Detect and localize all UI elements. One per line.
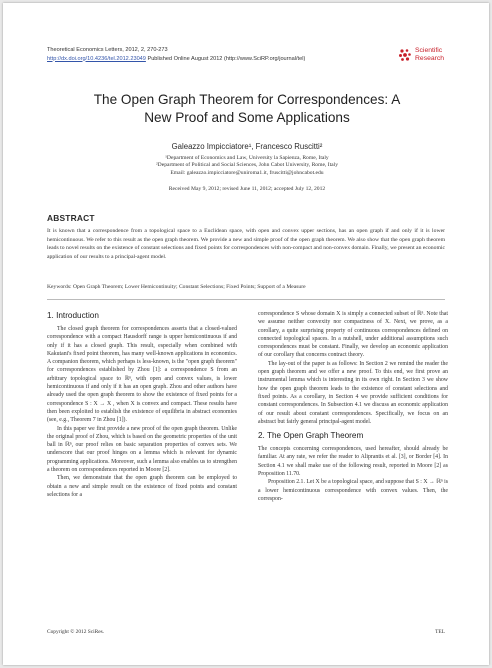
page-footer [47,629,445,635]
scirp-logo-icon [398,48,412,62]
keywords-label: Keywords: [47,284,72,290]
published-online: Published Online August 2012 (http://www.SciRP.org/journal/tel) [147,55,306,62]
proposition-paragraph: Proposition 2.1. Let X be a topological space, and suppose that S : X → ℝⁿ is a lower hemicontinuous correspondence with convex values. Then, the correspon- [258,479,448,502]
section-paragraph: The concepts concerning correspondences, used hereafter, should already be familiar. At any rate, we refer the reader to Aliprantis et al. [3], or Border [4]. In Section 4.1 we shall make use of the following result, reported in Moore [2] as Proposition 11.70. [258,446,448,478]
title-line-1: The Open Graph Theorem for Correspondences: A [93,92,401,107]
journal-citation: Theoretical Economics Letters, 2012, 2, 270-273 [47,47,168,53]
abstract-text: It is known that a correspondence from a topological space to a Euclidean space, with open and convex upper sections, has an open graph if and only if it is lower hemicontinuous. We refer to this result as the open graph theorem. We provide a new and simple proof of the open graph theorem. We also show that the open graph theorem leads to novel results on the existence of constant selections and fixed points for correspondences with non-compact and non-convex domain. Finally, we present an economic application of our results to a principal-agent model. [47,228,445,260]
author-emails: Email: galeazzo.impicciatore@uniroma1.it, fruscitti@johncabot.edu [170,169,324,176]
abstract-heading: ABSTRACT [47,213,95,223]
paper-title [47,91,447,127]
authors: Galeazzo Impicciatore¹, Francesco Ruscitti² [171,142,323,151]
keywords [47,283,445,291]
right-column [258,310,448,503]
affiliations [47,155,447,177]
received-dates: Received May 9, 2012; revised June 11, 2012; accepted July 12, 2012 [168,186,326,192]
left-column [47,310,237,499]
section-heading-introduction: 1. Introduction [47,311,99,320]
doi-link[interactable]: http://dx.doi.org/10.4236/tel.2012.23049 [47,55,146,62]
publisher-name-line2: Research [415,54,445,62]
publisher-logo [398,46,468,66]
publisher-name [415,47,444,62]
publisher-name-line1: Scientific [415,47,443,54]
paper-page [3,3,489,665]
title-line-2: New Proof and Some Applications [144,110,350,125]
intro-paragraph: Then, we demonstrate that the open graph theorem can be employed to obtain a new and simple result on the existence of fixed points and constant selections for a [47,475,237,498]
affiliation-2: ²Department of Political and Social Sciences, John Cabot University, Rome, Italy [156,162,338,169]
layout-paragraph: The lay-out of the paper is as follows: In Section 2 we remind the reader the open graph theorem and we offer a new proof. To this end, we first prove an instrumental lemma which is interesting in its own right. In Section 3 we show how the open graph theorem leads to the existence of constant selections and fixed points. As a corollary, in Section 4 we provide sufficient conditions for constant correspondences. In Subsection 4.1 we discuss an economic application of our result about constant correspondences. Specifically, we focus on an abstract but fairly general principal-agent model. [258,360,448,425]
affiliation-1: ¹Department of Economics and Law, University la Sapienza, Rome, Italy [165,155,329,161]
section-divider [47,299,445,300]
journal-header [47,46,447,63]
section-heading-open-graph-theorem: 2. The Open Graph Theorem [258,431,364,441]
doi-line [47,55,447,64]
journal-abbreviation: TEL [435,629,445,635]
intro-paragraph-continued: correspondence S whose domain X is simply a connected subset of ℝⁿ. Note that we assume neither convexity nor compactness of X. Next, we prove, as a corollary, a quite surprising property of continuous correspondences defined on connected topological spaces. In a nutshell, under additional assumptions such correspondences must be constant. Finally, we develop an economic application of our corollary that concerns contract theory. [258,311,448,359]
keywords-list: Open Graph Theorem; Lower Hemicontinuity; Constant Selections; Fixed Points; Support of a Measure [72,284,306,290]
intro-paragraph: In this paper we first provide a new proof of the open graph theorem. Unlike the original proof of Zhou, which is based on the geometric properties of the unit ball in ℝⁿ, our proof relies on basic separation properties of convex sets. We underscore that our proof hinges on a lemma which is relevant for dynamic programming applications. Moreover, such a lemma also enables us to strengthen a theorem on correspondences reported in Moore [2]. [47,425,237,474]
intro-paragraph: The closed graph theorem for correspondences asserts that a closed-valued correspondence with a compact Hausdorff range is upper hemicontinuous if and only if it has a closed graph. This result, especially when combined with Kakutani's fixed point theorem, has many well-known applications in economics. A companion theorem, which perhaps is less-known, is the "open graph theorem" for correspondences established by Zhou [1]: a correspondence S from an arbitrary topological space to ℝⁿ, with open and convex values, is lower hemicontinuous if and only if it has an open graph. Zhou and other authors have already used the open graph theorem to show the existence of fixed points for a correspondence S : X → X , when X is convex and compact. These results have then been exploited to establish the existence of equilibria in abstract economies (see, e.g., Theorem 7 in Zhou [1]). [47,326,237,424]
copyright: Copyright © 2012 SciRes. [47,629,105,635]
